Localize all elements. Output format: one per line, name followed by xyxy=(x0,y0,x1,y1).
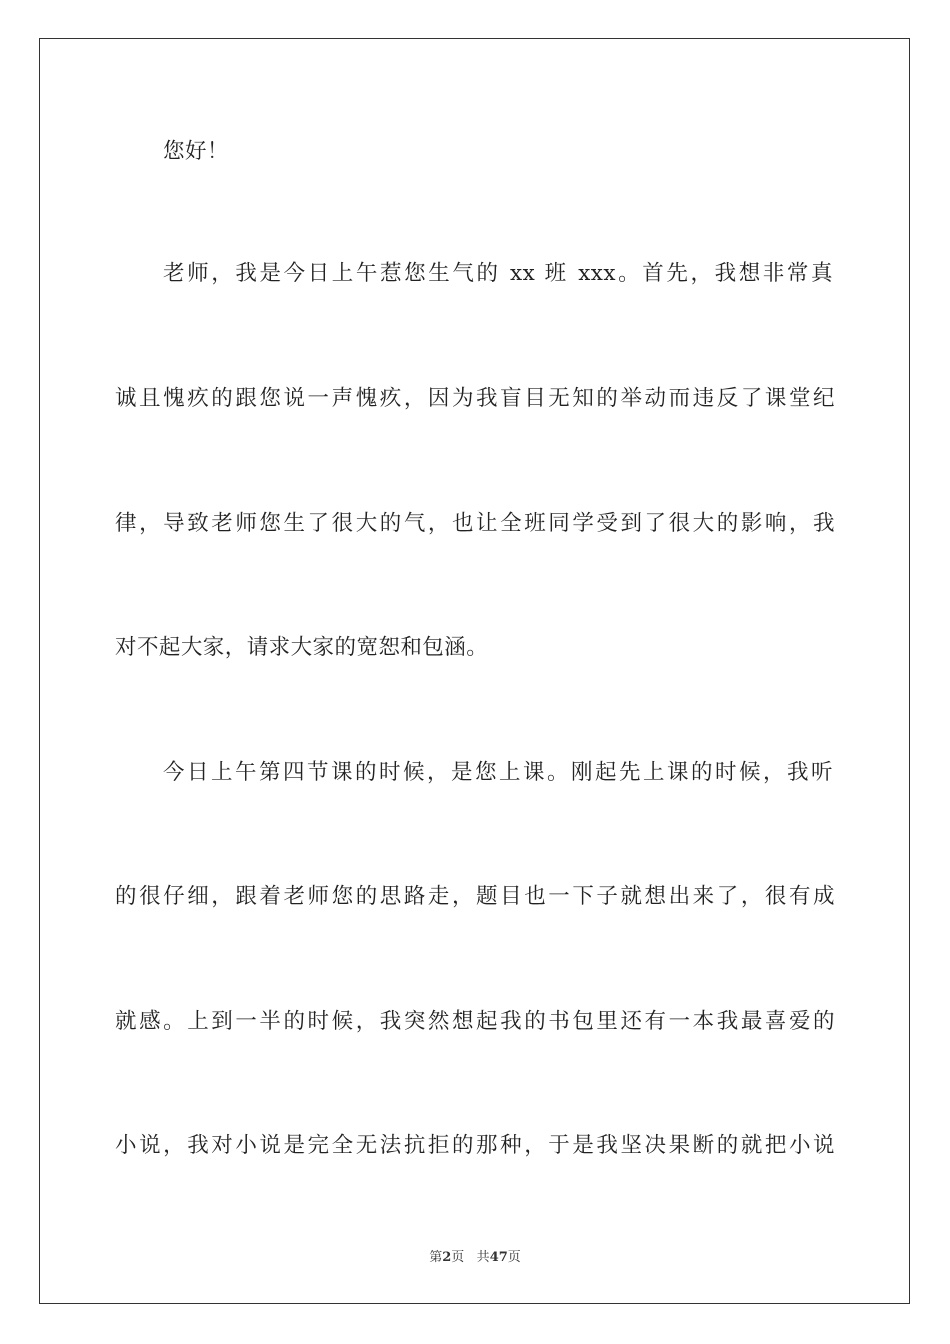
paragraph-line-text: 今日上午第四节课的时候，是您上课。刚起先上课的时候，我听 xyxy=(163,760,833,785)
paragraph-line: 小说，我对小说是完全无法抗拒的那种，于是我坚决果断的就把小说 xyxy=(115,1133,835,1158)
page-number: 2 xyxy=(442,1250,452,1265)
paragraph-line: 对不起大家，请求大家的宽恕和包涵。 xyxy=(115,635,489,660)
total-prefix: 共 xyxy=(476,1250,490,1265)
paragraph-line xyxy=(163,259,833,289)
paragraph-line: 律，导致老师您生了很大的气，也让全班同学受到了很大的影响，我 xyxy=(115,511,835,536)
total-pages: 47 xyxy=(489,1250,508,1265)
page-frame xyxy=(39,38,910,1304)
page-footer xyxy=(0,1246,950,1265)
paragraph-line: 诚且愧疚的跟您说一声愧疚，因为我盲目无知的举动而违反了课堂纪 xyxy=(115,386,835,411)
paragraph-line-text: 老师，我是今日上午惹您生气的 xx 班 xxx。首先，我想非常真 xyxy=(163,261,833,286)
paragraph-line: 就感。上到一半的时候，我突然想起我的书包里还有一本我最喜爱的 xyxy=(115,1009,835,1034)
greeting: 您好！ xyxy=(163,139,229,164)
page-prefix: 第 xyxy=(429,1250,443,1265)
paragraph-line xyxy=(163,758,833,788)
page-suffix: 页 xyxy=(451,1250,465,1265)
total-suffix: 页 xyxy=(507,1250,521,1265)
paragraph-line: 的很仔细，跟着老师您的思路走，题目也一下子就想出来了，很有成 xyxy=(115,884,835,909)
